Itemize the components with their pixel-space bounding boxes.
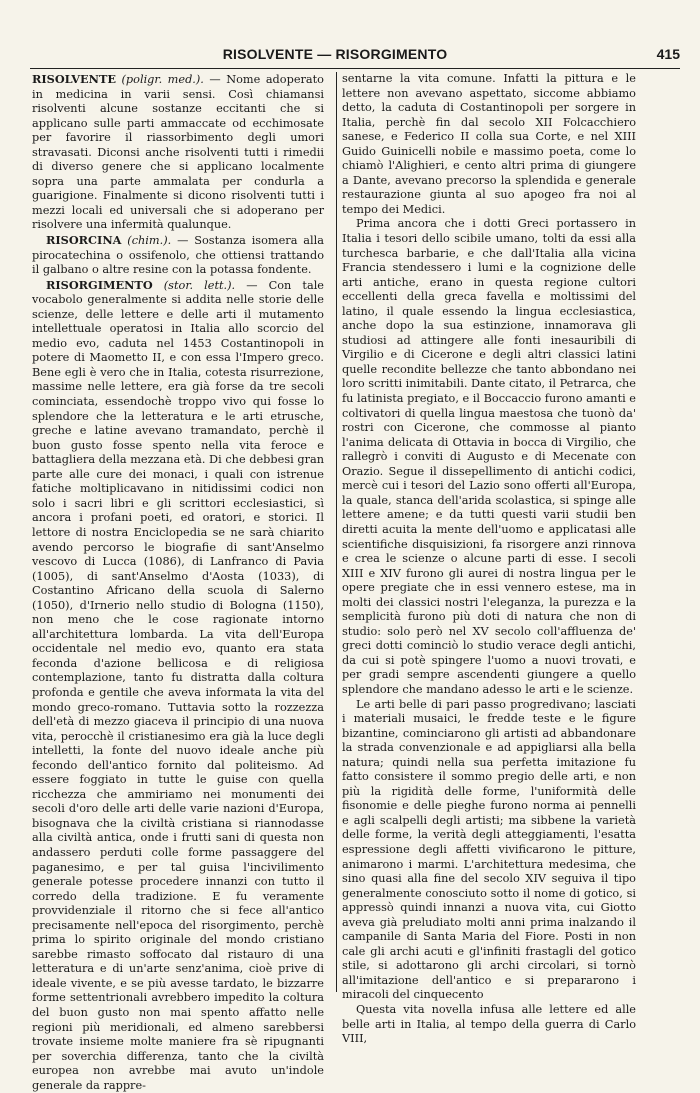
page-number: 415 (656, 46, 680, 62)
paragraph: sentarne la vita comune. Infatti la pittura e le lettere non avevano aspettato, siccome abbiamo detto, la caduta di Costantinopoli per sorgere in Italia, perchè fin dal secolo XII Folcacchiero sanese, e Federico II colla sua Corte, e nel XIII Guido Guinicelli nobile e massimo poeta, come lo chiamò l'Alighieri, e cento altri prima di giungere a Dante, avevano precorso la splendida e generale restaurazione giunta al suo apogeo fra noi al tempo dei Medici. (342, 72, 636, 216)
paragraph: Questa vita novella infusa alle lettere ed alle belle arti in Italia, al tempo della guerra di Carlo VIII, (342, 1003, 636, 1046)
header-title: RISOLVENTE — RISORGIMENTO (222, 46, 448, 62)
entry-risorgimento (32, 278, 324, 1093)
left-column (32, 72, 324, 1093)
right-column (342, 72, 636, 1047)
entry-label: (poligr. med.). (116, 73, 204, 86)
entry-term: RISOLVENTE (32, 72, 116, 86)
entry-risolvente (32, 72, 324, 233)
paragraph: Prima ancora che i dotti Greci portassero in Italia i tesori dello scibile umano, tolti da essi alla turchesca barbarie, e che dall'Italia alla vicina Francia stendessero i lumi e la cognizione delle arti antiche, erano in questa regione cultori eccellenti della greca favella e moltissimi del latino, il quale essendo la lingua ecclesiastica, anche dopo la sua estinzione, innamorava gli studiosi ad attingere alle fonti inesauribili di Virgilio e di Cicerone e degli altri classici latini quelle recondite bellezze che tanto abbondano nei loro scritti inimitabili. Dante citato, il Petrarca, che fu latinista pregiato, e il Boccaccio furono amanti e coltivatori di quella lingua maestosa che tuonò da' rostri con Cicerone, che commosse al pianto l'anima delicata di Ottavia in bocca di Virgilio, che rallegrò i conviti di Augusto e di Mecenate con Orazio. Segue il dissepellimento di antichi codici, mercè cui i tesori del Lazio sono offerti all'Europa, la quale, stanca dell'arida scolastica, si spinge alle lettere amene; e da tutti questi varii studii ben diretti acuita la mente dell'uomo e applicatasi alle scientifiche disquisizioni, fa risorgere anzi rinnova e crea le scienze o alcune parti di esse. I secoli XIII e XIV furono gli aurei di nostra lingua per le opere pregiate che in essi vennero estese, ma in molti dei classici nostri l'eleganza, la purezza e la semplicità furono più doti di natura che non di studio: solo però nel XV secolo coll'affluenza de' greci dotti cominciò lo studio verace degli antichi, da cui si potè spingere l'uomo a nuovi trovati, e per gradi sempre ascendenti giungere a quello splendore che mandano adesso le arti e le scienze. (342, 217, 636, 696)
entry-term: RISORGIMENTO (46, 277, 153, 292)
entry-label: (chim.). (121, 234, 172, 248)
entry-text: — Con tale vocabolo generalmente si addita nelle storie delle scienze, delle lettere e delle arti il mutamento intellettuale operatosi in Italia allo scorcio del medio evo, caduta nel 1453 Costantinopoli in potere di Maometto II, e con essa l'Impero greco. Bene egli è vero che in Italia, cotesta risurrezione, massime nelle lettere, era già forse da tre secoli cominciata, essendochè troppo vivo qui fosse lo splendore che la letteratura e le arti etrusche, greche e latine avevano tramandato, perchè il buon gusto fosse spento nella vita feroce e battagliera della mezzana età. Di che debbesi gran parte alle cure dei monaci, i quali con istrenue fatiche moltiplicavano in nitidissimi codici non solo i sacri libri e gli scrittori ecclesiastici, sì ancora i profani poeti, ed oratori, e storici. Il lettore di nostra Enciclopedia se ne sarà chiarito avendo percorso le biografie di sant'Anselmo vescovo di Lucca (1086), di Lanfranco di Pavia (1005), di sant'Anselmo d'Aosta (1033), di Costantino Africano della scuola di Salerno (1050), d'Irnerio nello studio di Bologna (1150), non meno che le cose ragionate intorno all'architettura lombarda. La vita dell'Europa occidentale nel medio evo, quanto era stata feconda d'azione bellicosa e di religiosa contemplazione, tanto fu distratta dalla coltura profonda e gentile che aveva informata la vita del mondo greco-romano. Tuttavia sotto la rozzezza dell'età di mezzo giaceva il principio di una nuova vita, perocchè il cristianesimo era già la luce degli intelletti, la fonte del nuovo ideale anche più fecondo dell'antico fornito dal politeismo. Ad essere foggiato in tutte le guise con quella ricchezza che ammiriamo nei monumenti dei secoli d'oro delle arti delle varie nazioni d'Europa, bisognava che la civiltà cristiana si riannodasse alla civiltà antica, onde i frutti sani di questa non andassero perduti colle forme passaggere del paganesimo, e per tal guisa l'incivilimento generale potesse procedere innanzi con tutto il corredo della tradizione. E fu veramente provvidenziale il ritorno che si fece all'antico precisamente nell'epoca del risorgimento, perchè prima lo spirito originale del mondo cristiano sarebbe rimasto soffocato dal ristauro di una letteratura e di un'arte senz'anima, cioè prive di ideale vivente, e se più avesse tardato, le bizzarre forme settentrionali avrebbero impedito la coltura del buon gusto non mai spento affatto nelle regioni più meridionali, ed almeno sarebbersi trovate insieme molte maniere fra sè ripugnanti per soverchia differenza, tanto che la civiltà europea non avrebbe mai avuto un'indole generale da rappre- (32, 278, 324, 1092)
entry-risorcina (32, 233, 324, 278)
column-divider (336, 72, 337, 992)
running-header (30, 42, 680, 68)
entry-term: RISORCINA (46, 233, 122, 248)
entry-label: (stor. lett.). (152, 278, 236, 292)
header-rule (30, 68, 680, 69)
entry-text: — Nome adoperato in medicina in varii sensi. Così chiamansi risolventi alcune sostanze eccitanti che si applicano sulle parti ammaccate od ecchimosate per favorire il riassorbimento degli umori stravasati. Diconsi anche risolventi tutti i rimedii di diverso genere che si applicano localmente sopra una parte ammalata per condurla a guarigione. Finalmente si dicono risolventi tutti i mezzi locali ed universali che si adoperano per risolvere una infermità qualunque. (32, 73, 324, 232)
entry-text: — Sostanza isomera alla pirocatechina o ossifenolo, che ottiensi trattando il galbano o altre resine con la potassa fondente. (32, 234, 324, 277)
paragraph: Le arti belle di pari passo progredivano; lasciati i materiali musaici, le fredde teste e le figure bizantine, cominciarono gli artisti ad abbandonare la strada convenzionale e ad appigliarsi alla bella natura; quindi nella sua perfetta imitazione fu fatto consistere il sommo pregio delle arti, e non più la rigidità delle forme, l'uniformità delle fisonomie e delle pieghe furono norma ai pennelli e agli scalpelli degli artisti; ma sibbene la varietà delle forme, la verità degli atteggiamenti, l'esatta espressione degli affetti vivificarono le pitture, animarono i marmi. L'architettura medesima, che sino quasi alla fine del secolo XIV seguiva il tipo generalmente conosciuto sotto il nome di gotico, si appressò quindi innanzi a nuova vita, cui Giotto aveva già preludiato molti anni prima inalzando il campanile di Santa Maria del Fiore. Posti in non cale gli archi acuti e gl'infiniti frastagli del gotico stile, si adottarono gli archi circolari, si tornò all'imitazione dell'antico e si prepararono i miracoli del cinquecento (342, 697, 636, 1002)
